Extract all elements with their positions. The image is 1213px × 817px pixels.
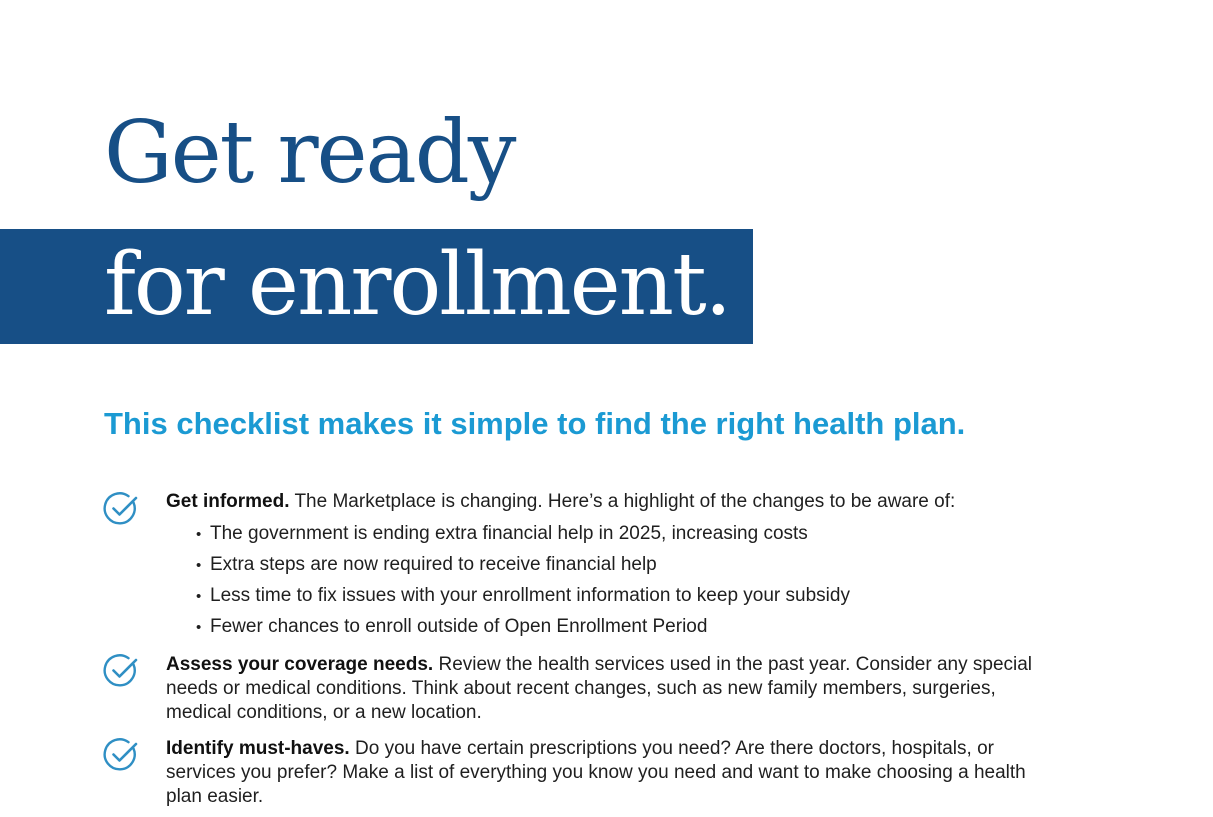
checklist-item-assess-needs — [166, 653, 1046, 725]
headline-line-2: for enrollment. — [104, 235, 730, 335]
checklist-item-title: Assess your coverage needs. — [166, 654, 434, 675]
list-item — [196, 553, 850, 584]
bullet-dot-icon: • — [196, 526, 202, 543]
bullet-dot-icon: • — [196, 619, 202, 636]
checklist-item-body: Review the health services used in the past year. Consider any special needs or medical conditions. Think about recent changes, such as new family members, surgeries, medical conditions, or a new location. — [166, 654, 1033, 723]
bullet-dot-icon: • — [196, 557, 202, 574]
check-circle-icon — [103, 737, 139, 773]
list-item — [196, 615, 850, 646]
checklist-item-body: Do you have certain prescriptions you need? Are there doctors, hospitals, or services you prefer? Make a list of everything you know you need and want to make choosing a health plan easier. — [166, 738, 1026, 807]
bullet-text: Extra steps are now required to receive financial help — [210, 554, 657, 575]
checklist-item-get-informed — [166, 490, 1046, 514]
subheading: This checklist makes it simple to find the right health plan. — [104, 406, 966, 441]
check-circle-icon — [103, 491, 139, 527]
bullet-text: Less time to fix issues with your enrollment information to keep your subsidy — [210, 585, 850, 606]
bullet-dot-icon: • — [196, 588, 202, 605]
checklist-item-body: The Marketplace is changing. Here’s a highlight of the changes to be aware of: — [289, 491, 956, 512]
headline-band — [0, 229, 753, 344]
check-circle-icon — [103, 653, 139, 689]
list-item — [196, 584, 850, 615]
headline-line-1: Get ready — [104, 103, 515, 203]
changes-bullet-list — [196, 522, 850, 646]
list-item — [196, 522, 850, 553]
checklist-item-title: Identify must-haves. — [166, 738, 350, 759]
checklist-item-title: Get informed. — [166, 491, 290, 512]
checklist-item-must-haves — [166, 737, 1046, 809]
bullet-text: The government is ending extra financial help in 2025, increasing costs — [210, 523, 808, 544]
bullet-text: Fewer chances to enroll outside of Open Enrollment Period — [210, 616, 708, 637]
